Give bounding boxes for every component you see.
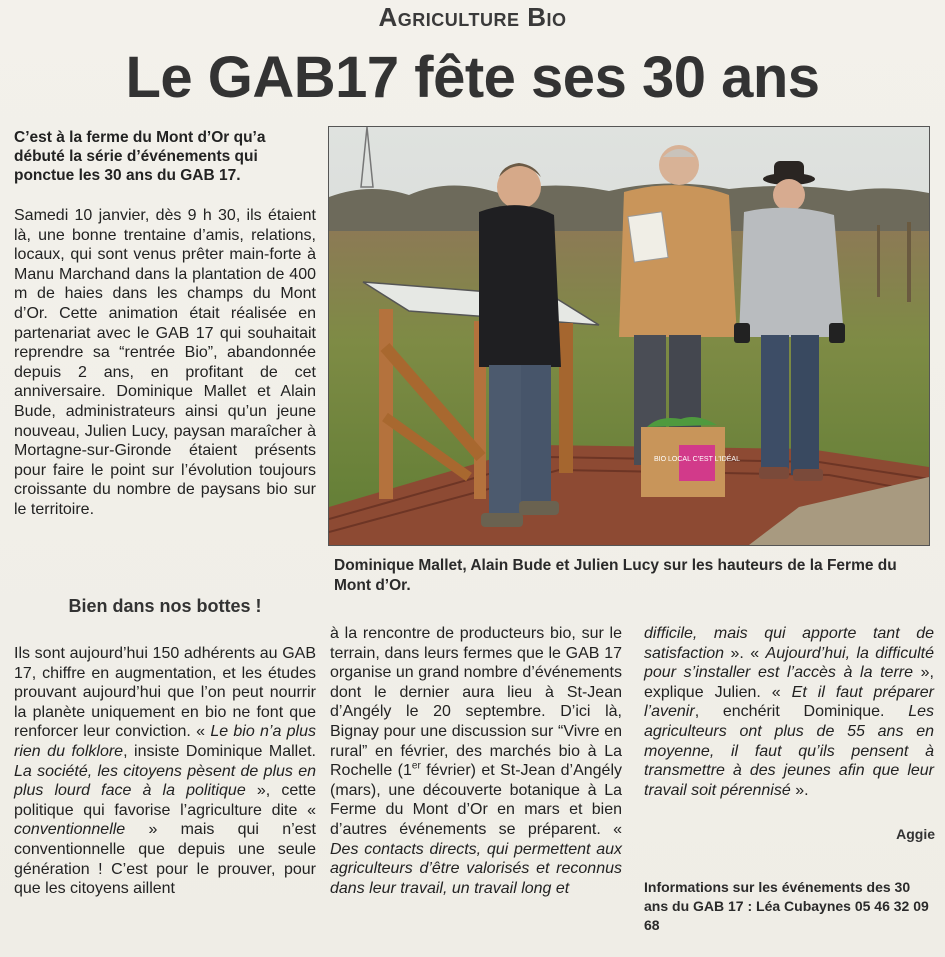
bag-label: BIO LOCAL C’EST L’IDÉAL	[654, 456, 740, 463]
photo-caption: Dominique Mallet, Alain Bude et Julien Lucy sur les hauteurs de la Ferme du Mont d’Or.	[334, 557, 897, 594]
article-photo	[328, 126, 930, 546]
lead-paragraph: C’est à la ferme du Mont d’Or qu’a débuté la série d’événements qui ponctue les 30 ans du GAB 17.	[14, 129, 266, 184]
author-signature: Aggie	[896, 826, 935, 842]
column-1-bottom	[14, 644, 316, 899]
column-1-top	[14, 206, 316, 520]
column-2	[330, 624, 622, 898]
paragraph-adherents: Ils sont aujourd’hui 150 adhérents au GAB 17, chiffre en augmentation, et les études prouvant aujourd’hui que l’on peut nourrir la planète uniquement en bio ne font que renforcer leur conviction. « Le bio n’a plus rien du folklore, insiste Dominique Mallet. La société, les citoyens pèsent de plus en plus lourd face à la politique », cette politique qui favorise l’agriculture dite « conventionnelle » mais qui n’est conventionnelle que depuis une seule génération ! C’est pour le prouver, pour que les citoyens aillent	[14, 645, 317, 898]
farm-photo-illustration	[329, 127, 929, 545]
section-label: Agriculture Bio	[378, 2, 567, 32]
column-3	[644, 624, 934, 800]
headline: Le GAB17 fête ses 30 ans	[125, 45, 820, 110]
paragraph-events: à la rencontre de producteurs bio, sur le terrain, dans leurs fermes que le GAB 17 organise un grand nombre d’événements dont le dernier aura lieu à St-Jean d’Angély le 20 septembre. D’ici là, Bignay pour une discussion sur “Vivre en rural” en février, des marchés bio à La Rochelle (1er février) et St-Jean d’Angély (mars), une découverte botanique à La Ferme du Mont d’Or en mars et bien d’autres événements se préparent. « Des contacts directs, qui permettent aux agriculteurs d’être valorisés et reconnus dans leur travail, un travail long et	[330, 625, 623, 897]
subheading: Bien dans nos bottes !	[68, 596, 262, 616]
info-box: Informations sur les événements des 30 ans du GAB 17 : Léa Cubaynes 05 46 32 09 68	[644, 879, 929, 933]
paragraph-quotes: difficile, mais qui apporte tant de satisfaction ». « Aujourd’hui, la difficulté pour s’installer est l’accès à la terre », explique Julien. « Et il faut préparer l’avenir, enchérit Dominique. Les agriculteurs ont plus de 55 ans en moyenne, il faut qu’ils pensent à transmettre à des jeunes afin que leur travail soit pérennisé ».	[644, 625, 935, 799]
paragraph-intro: Samedi 10 janvier, dès 9 h 30, ils étaient là, une bonne trentaine d’amis, relations, locaux, qui sont venus prêter main-forte à Manu Marchand dans la plantation de 400 m de haies dans les champs du Mont d’Or. Cette animation était réalisée en partenariat avec le GAB 17 qui souhaitait reprendre sa “rentrée Bio”, abandonnée depuis 2 ans, en profitant de cet anniversaire. Dominique Mallet et Alain Bude, administrateurs ainsi qu’un jeune nouveau, Julien Lucy, paysan maraîcher à Mortagne-sur-Gironde étaient présents pour faire le point sur l’évolution toujours croissante du nombre de paysans bio sur le territoire.	[14, 207, 316, 518]
